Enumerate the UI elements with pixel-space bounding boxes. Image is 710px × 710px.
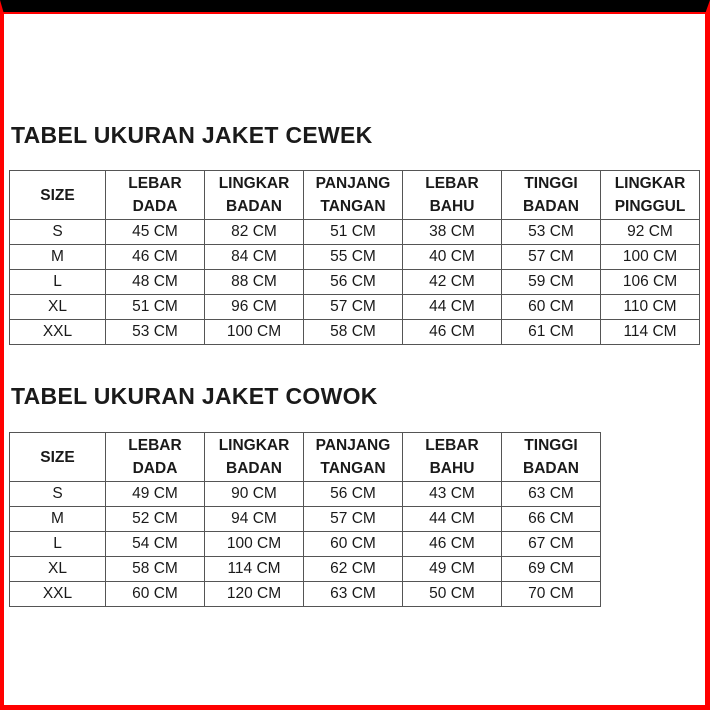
- measurement-cell: 114 CM: [205, 557, 304, 582]
- column-header-line: LINGKAR: [218, 175, 290, 192]
- measurement-cell: 90 CM: [205, 482, 304, 507]
- column-header-line: SIZE: [40, 186, 75, 204]
- measurement-cell: 49 CM: [106, 482, 205, 507]
- measurement-cell: 44 CM: [403, 295, 502, 320]
- table-row: [10, 582, 601, 607]
- measurement-cell: 60 CM: [106, 582, 205, 607]
- size-cell: S: [10, 482, 106, 507]
- size-cell: M: [10, 245, 106, 270]
- column-header: [106, 433, 205, 482]
- measurement-cell: 45 CM: [106, 220, 205, 245]
- size-cell: XL: [10, 557, 106, 582]
- column-header: [403, 433, 502, 482]
- measurement-cell: 40 CM: [403, 245, 502, 270]
- measurement-cell: 46 CM: [106, 245, 205, 270]
- measurement-cell: 63 CM: [304, 582, 403, 607]
- column-header-line: BAHU: [429, 460, 475, 477]
- header-row: [10, 433, 601, 482]
- measurement-cell: 88 CM: [205, 270, 304, 295]
- column-header-line: PANJANG: [315, 175, 391, 192]
- column-header-line: BADAN: [226, 460, 282, 477]
- measurement-cell: 46 CM: [403, 532, 502, 557]
- column-header-line: BADAN: [226, 198, 282, 215]
- column-header: [502, 433, 601, 482]
- column-header-line: BAHU: [429, 198, 475, 215]
- column-header-line: BADAN: [523, 460, 579, 477]
- measurement-cell: 100 CM: [205, 532, 304, 557]
- column-header-line: TINGGI: [524, 437, 578, 454]
- measurement-cell: 51 CM: [304, 220, 403, 245]
- measurement-cell: 84 CM: [205, 245, 304, 270]
- measurement-cell: 114 CM: [601, 320, 700, 345]
- column-header-line: LINGKAR: [614, 175, 686, 192]
- measurement-cell: 57 CM: [304, 295, 403, 320]
- measurement-cell: 46 CM: [403, 320, 502, 345]
- measurement-cell: 62 CM: [304, 557, 403, 582]
- size-cell: M: [10, 507, 106, 532]
- column-header-line: TANGAN: [320, 198, 386, 215]
- size-cell: XL: [10, 295, 106, 320]
- table-row: [10, 532, 601, 557]
- measurement-cell: 106 CM: [601, 270, 700, 295]
- size-cell: L: [10, 532, 106, 557]
- measurement-cell: 100 CM: [205, 320, 304, 345]
- title-jaket-cowok: TABEL UKURAN JAKET COWOK: [11, 383, 378, 409]
- measurement-cell: 66 CM: [502, 507, 601, 532]
- size-table-cewek: [9, 170, 700, 345]
- measurement-cell: 100 CM: [601, 245, 700, 270]
- title-jaket-cewek: TABEL UKURAN JAKET CEWEK: [11, 122, 373, 148]
- measurement-cell: 38 CM: [403, 220, 502, 245]
- column-header: [205, 433, 304, 482]
- size-cell: XXL: [10, 320, 106, 345]
- table-row: [10, 482, 601, 507]
- column-header-line: TANGAN: [320, 460, 386, 477]
- measurement-cell: 53 CM: [106, 320, 205, 345]
- measurement-cell: 61 CM: [502, 320, 601, 345]
- measurement-cell: 49 CM: [403, 557, 502, 582]
- column-header: [502, 171, 601, 220]
- measurement-cell: 42 CM: [403, 270, 502, 295]
- column-header-line: SIZE: [40, 448, 75, 466]
- measurement-cell: 52 CM: [106, 507, 205, 532]
- column-header: [10, 171, 106, 220]
- table-row: [10, 270, 700, 295]
- column-header-line: LINGKAR: [218, 437, 290, 454]
- measurement-cell: 82 CM: [205, 220, 304, 245]
- column-header-line: DADA: [132, 460, 178, 477]
- measurement-cell: 48 CM: [106, 270, 205, 295]
- measurement-cell: 51 CM: [106, 295, 205, 320]
- column-header-line: TINGGI: [524, 175, 578, 192]
- measurement-cell: 120 CM: [205, 582, 304, 607]
- table-row: [10, 295, 700, 320]
- column-header-line: LEBAR: [128, 437, 182, 454]
- size-cell: S: [10, 220, 106, 245]
- measurement-cell: 60 CM: [304, 532, 403, 557]
- column-header: [304, 433, 403, 482]
- measurement-cell: 50 CM: [403, 582, 502, 607]
- column-header-line: LEBAR: [425, 175, 479, 192]
- measurement-cell: 55 CM: [304, 245, 403, 270]
- measurement-cell: 58 CM: [304, 320, 403, 345]
- size-cell: L: [10, 270, 106, 295]
- header-row: [10, 171, 700, 220]
- column-header: [304, 171, 403, 220]
- column-header: [205, 171, 304, 220]
- measurement-cell: 54 CM: [106, 532, 205, 557]
- measurement-cell: 56 CM: [304, 270, 403, 295]
- column-header: [601, 171, 700, 220]
- measurement-cell: 53 CM: [502, 220, 601, 245]
- measurement-cell: 70 CM: [502, 582, 601, 607]
- column-header-line: PINGGUL: [614, 198, 686, 215]
- measurement-cell: 94 CM: [205, 507, 304, 532]
- measurement-cell: 44 CM: [403, 507, 502, 532]
- measurement-cell: 58 CM: [106, 557, 205, 582]
- column-header-line: DADA: [132, 198, 178, 215]
- column-header: [106, 171, 205, 220]
- column-header-line: LEBAR: [128, 175, 182, 192]
- column-header-line: BADAN: [523, 198, 579, 215]
- measurement-cell: 69 CM: [502, 557, 601, 582]
- table-row: [10, 320, 700, 345]
- column-header: [10, 433, 106, 482]
- table-row: [10, 220, 700, 245]
- measurement-cell: 63 CM: [502, 482, 601, 507]
- measurement-cell: 60 CM: [502, 295, 601, 320]
- measurement-cell: 92 CM: [601, 220, 700, 245]
- column-header-line: PANJANG: [315, 437, 391, 454]
- measurement-cell: 67 CM: [502, 532, 601, 557]
- column-header: [403, 171, 502, 220]
- measurement-cell: 57 CM: [502, 245, 601, 270]
- measurement-cell: 57 CM: [304, 507, 403, 532]
- measurement-cell: 59 CM: [502, 270, 601, 295]
- measurement-cell: 56 CM: [304, 482, 403, 507]
- size-cell: XXL: [10, 582, 106, 607]
- table-row: [10, 557, 601, 582]
- table-row: [10, 245, 700, 270]
- table-row: [10, 507, 601, 532]
- column-header-line: LEBAR: [425, 437, 479, 454]
- measurement-cell: 110 CM: [601, 295, 700, 320]
- measurement-cell: 43 CM: [403, 482, 502, 507]
- size-table-cowok: [9, 432, 601, 607]
- measurement-cell: 96 CM: [205, 295, 304, 320]
